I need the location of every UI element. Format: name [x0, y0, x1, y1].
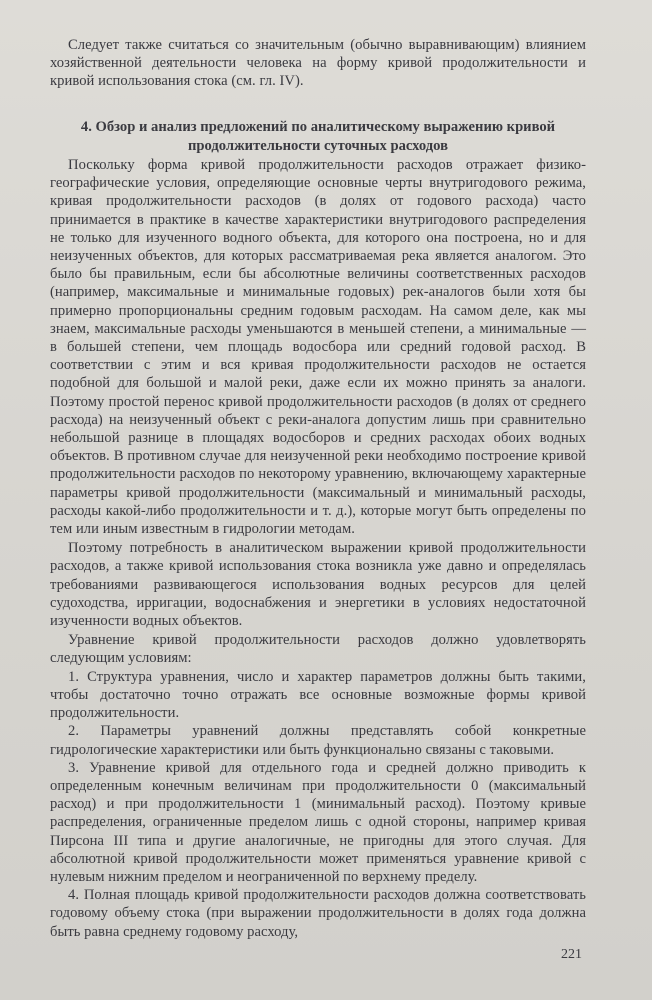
condition-item: 2. Параметры уравнений должны представлять собой конкретные гидрологические характеристики или быть функционально связаны с таковыми. [50, 723, 586, 758]
page-number: 221 [561, 947, 582, 962]
condition-item: 3. Уравнение кривой для отдельного года и средней должно приводить к определенным конечным величинам при продолжительности 0 (максимальный расход) и при продолжительности 1 (минимальный расход). Поэтому кривые распределения, ограниченные пределом лишь с одной стороны, например кривая Пирсона III типа и другие аналогичные, не пригодны для этого случая. Для абсолютной кривой продолжительности может применяться уравнение кривой с нулевым нижним пределом и неограниченной по верхнему пределу. [50, 759, 586, 885]
condition-item: 4. Полная площадь кривой продолжительности расходов должна соответствовать годовому объему стока (при выражении продолжительности в долях года должна быть равна среднему годовому расходу, [50, 887, 586, 940]
body-paragraph: Поскольку форма кривой продолжительности расходов отражает физико-географические условия, определяющие основные черты внутригодового режима, кривая продолжительности расходов (в долях от годового расхода) часто принимается в практике в качестве характеристики внутригодового распределения не только для изученного водного объекта, для которого она построена, но и для неизученных объектов, для которых рассматриваемая река является аналогом. Это было бы правильным, если бы абсолютные величины соответственных расходов (например, максимальные и минимальные годовых) рек-аналогов были хотя бы примерно пропорциональны средним годовым расходам. На самом деле, как мы знаем, максимальные расходы уменьшаются в меньшей степени, а минимальные — в большей степени, чем площадь водосбора или средний годовой расход. В соответствии с этим и вся кривая продолжительности расходов не остается подобной для большой и малой реки, даже если их можно принять за аналоги. Поэтому простой перенос кривой продолжительности расходов (в долях от среднего расхода) на неизученный объект с реки-аналога допустим лишь при сравнительно небольшой разнице в площадях водосборов и средних расходах обоих водных объектов. В противном случае для неизученной реки необходимо построение кривой продолжительности расходов по некоторому уравнению, включающему характерные параметры кривой продолжительности (максимальный и минимальный расходы, расходы какой-либо продолжительности и т. д.), которые могут быть определены по тем или иным известным в гидрологии методам. [50, 157, 586, 538]
main-text-block [50, 156, 586, 941]
intro-paragraph: Следует также считаться со значительным (обычно выравнивающим) влиянием хозяйственной деятельности человека на форму кривой продолжительности и кривой использования стока (см. гл. IV). [50, 37, 586, 90]
body-paragraph: Уравнение кривой продолжительности расходов должно удовлетворять следующим условиям: [50, 632, 586, 667]
section-title: 4. Обзор и анализ предложений по аналитическому выражению кривой продолжительности суточных расходов [80, 119, 556, 154]
condition-item: 1. Структура уравнения, число и характер параметров должны быть такими, чтобы достаточно точно отражать все основные возможные формы кривой продолжительности. [50, 668, 586, 722]
body-paragraph: Поэтому потребность в аналитическом выражении кривой продолжительности расходов, а также кривой использования стока возникла уже давно и определялась требованиями развивающегося использования водных ресурсов для целей судоходства, ирригации, водоснабжения и энергетики в условиях недостаточной изученности водных объектов. [50, 540, 586, 630]
intro-paragraph-block [50, 36, 586, 91]
